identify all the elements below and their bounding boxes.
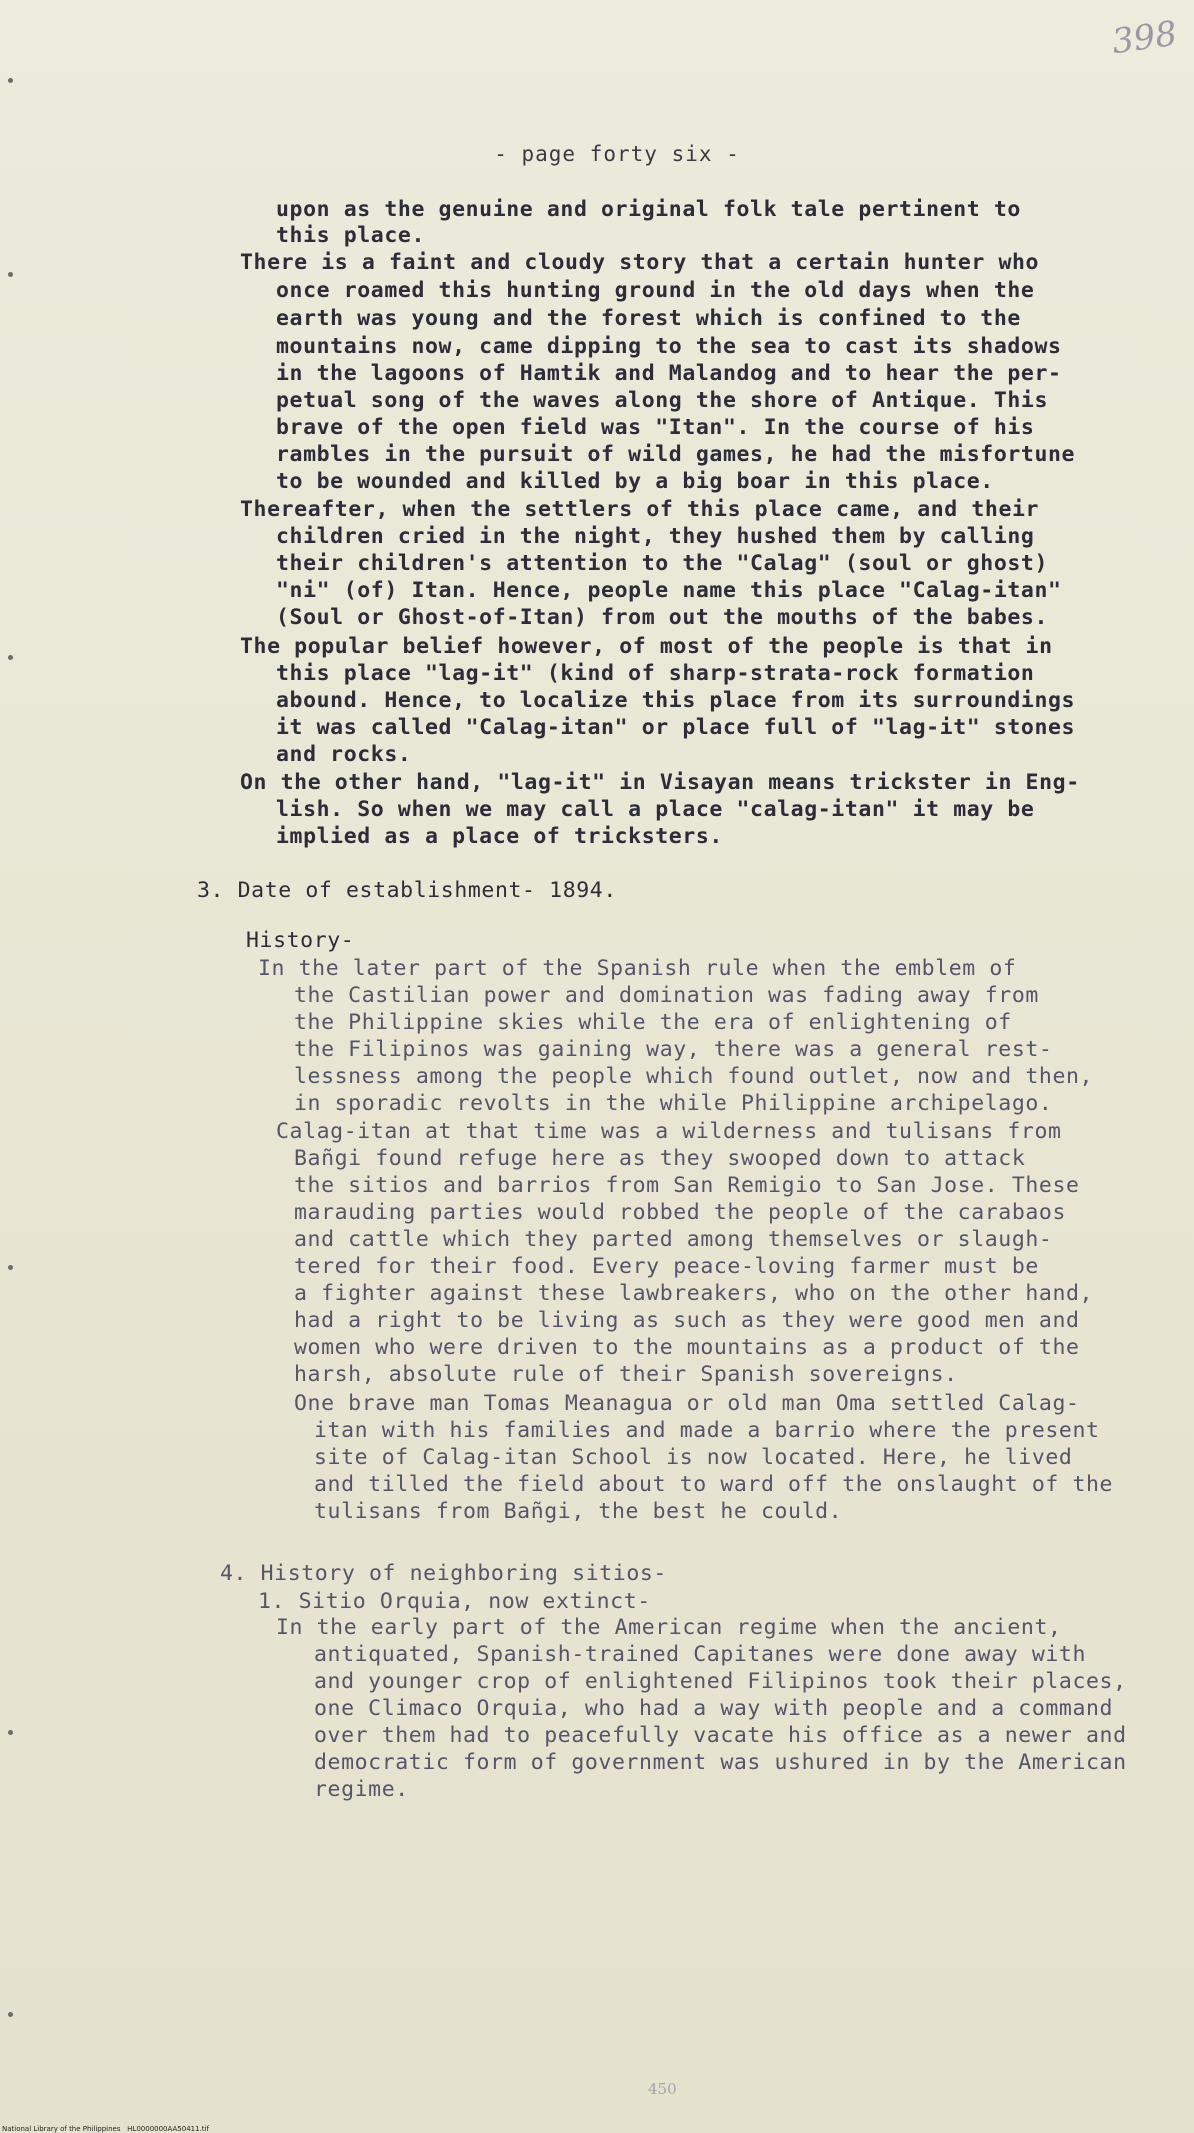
text-line: over them had to peacefully vacate his office as a newer and xyxy=(314,1723,1127,1748)
text-line: brave of the open field was "Itan". In the course of his xyxy=(276,415,1035,440)
text-line: one Climaco Orquia, who had a way with people and a command xyxy=(314,1696,1114,1721)
text-line: In the later part of the Spanish rule when the emblem of xyxy=(258,956,1017,981)
text-line: the Castilian power and domination was fading away from xyxy=(294,983,1039,1008)
text-line: On the other hand, "lag-it" in Visayan means trickster in Eng- xyxy=(240,770,1080,795)
text-line: "ni" (of) Itan. Hence, people name this place "Calag-itan" xyxy=(276,578,1062,603)
text-line: implied as a place of tricksters. xyxy=(276,824,723,849)
text-line: children cried in the night, they hushed them by calling xyxy=(276,524,1035,549)
section-heading: 4. History of neighboring sitios- xyxy=(220,1561,667,1586)
text-line: women who were driven to the mountains as a product of the xyxy=(294,1335,1080,1360)
subsection-heading: History- xyxy=(246,928,355,953)
text-line: in sporadic revolts in the while Philippine archipelago. xyxy=(294,1091,1053,1116)
text-line: and cattle which they parted among themselves or slaugh- xyxy=(294,1227,1053,1252)
handwritten-folio-number: 398 xyxy=(1109,13,1180,63)
text-line: petual song of the waves along the shore of Antique. This xyxy=(276,388,1049,413)
text-line: antiquated, Spanish-trained Capitanes were done away with xyxy=(314,1642,1087,1667)
text-line: mountains now, came dipping to the sea to cast its shadows xyxy=(276,334,1062,359)
text-line: democratic form of government was ushured in by the American xyxy=(314,1750,1127,1775)
text-line: upon as the genuine and original folk tale pertinent to xyxy=(276,197,1021,222)
text-line: rambles in the pursuit of wild games, he had the misfortune xyxy=(276,442,1076,467)
punch-hole-mark xyxy=(8,655,13,660)
text-line: One brave man Tomas Meanagua or old man Oma settled Calag- xyxy=(294,1391,1080,1416)
text-line: (Soul or Ghost-of-Itan) from out the mouths of the babes. xyxy=(276,605,1049,630)
text-line: this place. xyxy=(276,223,425,248)
text-line: a fighter against these lawbreakers, who on the other hand, xyxy=(294,1281,1094,1306)
text-line: had a right to be living as such as they were good men and xyxy=(294,1308,1080,1333)
text-line: The popular belief however, of most of the people is that in xyxy=(240,634,1053,659)
punch-hole-mark xyxy=(8,272,13,277)
punch-hole-mark xyxy=(8,2012,13,2017)
scan-footer: National Library of the Philippines HL0000000AA50411.tif xyxy=(2,2125,209,2133)
text-line: site of Calag-itan School is now located. Here, he lived xyxy=(314,1445,1073,1470)
text-line: marauding parties would robbed the people of the carabaos xyxy=(294,1200,1067,1225)
text-line: and tilled the field about to ward off the onslaught of the xyxy=(314,1472,1114,1497)
text-line: earth was young and the forest which is confined to the xyxy=(276,306,1021,331)
text-line: In the early part of the American regime when the ancient, xyxy=(276,1615,1062,1640)
text-line: Thereafter, when the settlers of this place came, and their xyxy=(240,497,1040,522)
section-heading: 3. Date of establishment- 1894. xyxy=(197,878,617,903)
text-line: harsh, absolute rule of their Spanish sovereigns. xyxy=(294,1362,958,1387)
text-line: their children's attention to the "Calag" (soul or ghost) xyxy=(276,551,1049,576)
page-heading: - page forty six - xyxy=(494,142,740,166)
punch-hole-mark xyxy=(8,1265,13,1270)
text-line: lish. So when we may call a place "calag-itan" it may be xyxy=(276,797,1035,822)
text-line: the sitios and barrios from San Remigio to San Jose. These xyxy=(294,1173,1080,1198)
punch-hole-mark xyxy=(8,1730,13,1735)
text-line: abound. Hence, to localize this place from its surroundings xyxy=(276,688,1076,713)
text-line: regime. xyxy=(314,1777,409,1802)
text-line: Calag-itan at that time was a wilderness and tulisans from xyxy=(276,1119,1062,1144)
text-line: it was called "Calag-itan" or place full of "lag-it" stones xyxy=(276,715,1076,740)
subsection-heading: 1. Sitio Orquia, now extinct- xyxy=(258,1589,651,1614)
text-line: and younger crop of enlightened Filipinos took their places, xyxy=(314,1669,1127,1694)
text-line: the Filipinos was gaining way, there was a general rest- xyxy=(294,1037,1053,1062)
text-line: Bañgi found refuge here as they swooped down to attack xyxy=(294,1146,1026,1171)
text-line: tulisans from Bañgi, the best he could. xyxy=(314,1499,843,1524)
text-line: this place "lag-it" (kind of sharp-strata-rock formation xyxy=(276,661,1035,686)
text-line: once roamed this hunting ground in the old days when the xyxy=(276,278,1035,303)
text-line: in the lagoons of Hamtik and Malandog and to hear the per- xyxy=(276,361,1062,386)
text-line: and rocks. xyxy=(276,742,412,767)
text-line: to be wounded and killed by a big boar in this place. xyxy=(276,469,994,494)
text-line: There is a faint and cloudy story that a certain hunter who xyxy=(240,250,1040,275)
text-line: tered for their food. Every peace-loving farmer must be xyxy=(294,1254,1039,1279)
punch-hole-mark xyxy=(8,78,13,83)
text-line: itan with his families and made a barrio where the present xyxy=(314,1418,1100,1443)
text-line: the Philippine skies while the era of enlightening of xyxy=(294,1010,1012,1035)
bottom-page-mark: 450 xyxy=(648,2080,677,2098)
text-line: lessness among the people which found outlet, now and then, xyxy=(294,1064,1094,1089)
